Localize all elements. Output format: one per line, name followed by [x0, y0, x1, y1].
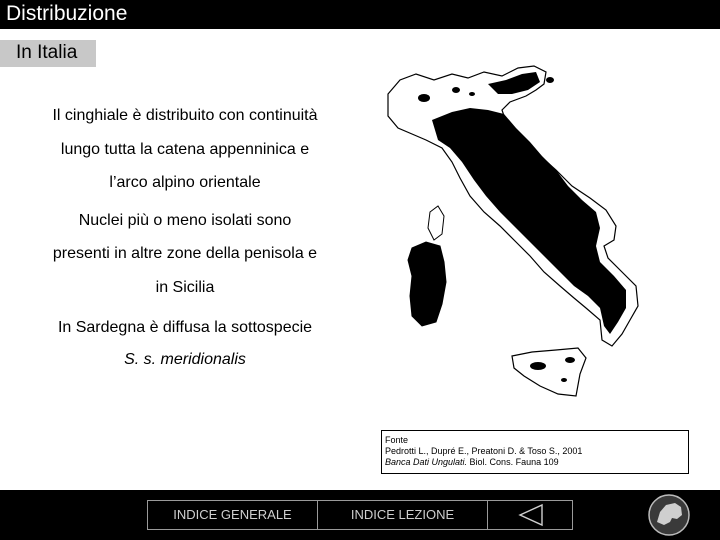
source-publication-details: Biol. Cons. Fauna 109	[467, 457, 559, 467]
nucleus	[561, 378, 567, 382]
nucleus	[418, 94, 430, 102]
source-publication-title: Banca Dati Ungulati.	[385, 457, 468, 467]
text-line-6: in Sicilia	[155, 279, 215, 296]
subspecies-name: S. s. meridionalis	[124, 351, 246, 368]
index-general-button[interactable]: INDICE GENERALE	[147, 500, 318, 530]
range-apennines	[432, 108, 626, 334]
text-line-8	[20, 351, 350, 369]
nucleus	[565, 357, 575, 363]
source-authors: Pedrotti L., Dupré E., Preatoni D. & Toso S., 2001	[385, 446, 583, 456]
boar-logo-icon	[648, 494, 690, 536]
text-line-4: Nuclei più o meno isolati sono	[78, 212, 292, 229]
nucleus	[546, 77, 554, 83]
page-title: Distribuzione	[6, 2, 128, 25]
source-box	[381, 430, 689, 474]
source-publication	[385, 457, 685, 468]
source-heading: Fonte	[385, 435, 409, 445]
text-line-3: l’arco alpino orientale	[109, 174, 261, 191]
sicily	[512, 348, 586, 396]
italy-distribution-map	[360, 50, 680, 420]
footer-bar	[0, 490, 720, 540]
title-bar	[0, 0, 720, 29]
text-line-1: Il cinghiale è distribuito con continuità	[52, 107, 318, 124]
corsica	[428, 206, 444, 240]
sardinia	[408, 242, 446, 326]
nucleus	[452, 87, 460, 93]
index-lesson-button[interactable]: INDICE LEZIONE	[317, 500, 488, 530]
nucleus	[530, 362, 546, 370]
triangle-left-icon	[488, 501, 572, 529]
text-line-5: presenti in altre zone della penisola e	[52, 245, 318, 262]
back-button[interactable]	[487, 500, 573, 530]
section-label	[0, 40, 96, 67]
text-line-7: In Sardegna è diffusa la sottospecie	[57, 319, 313, 336]
text-line-2: lungo tutta la catena appenninica e	[60, 141, 310, 158]
nucleus	[469, 92, 475, 96]
section-label-text: In Italia	[16, 42, 78, 63]
